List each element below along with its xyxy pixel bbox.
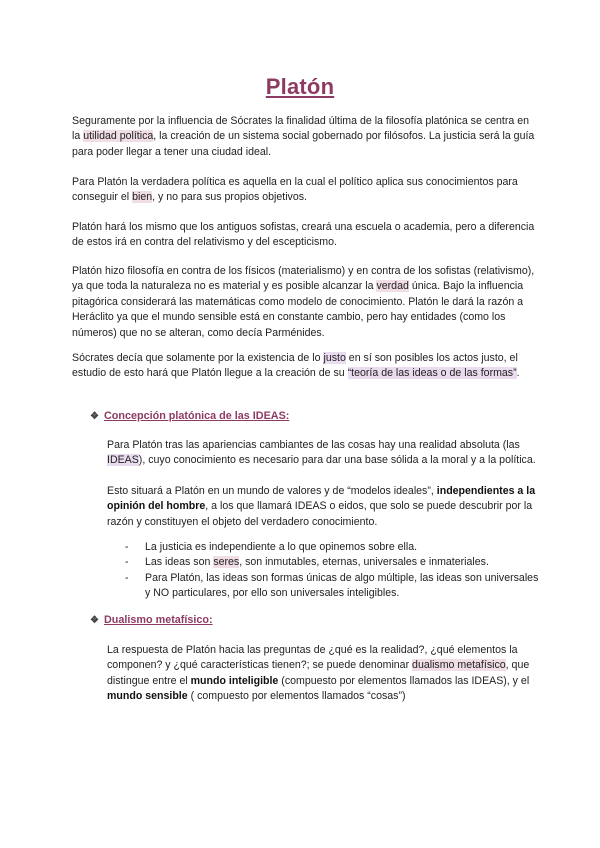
text: Para Platón, las ideas son formas únicas de algo múltiple, las ideas son universales y NO particulares, por ello son universales inteligibles. — [145, 571, 539, 600]
bold-text: mundo inteligible — [190, 674, 279, 687]
text: ( compuesto por elementos llamados “cosas”) — [187, 690, 406, 703]
highlight: IDEAS — [107, 454, 139, 467]
highlight: bien — [132, 191, 153, 204]
heading-text: Concepción platónica de las IDEAS: — [104, 410, 290, 422]
paragraph-3: Platón hará los mismo que los antiguos sofistas, creará una escuela o academia, pero a diferencia de estos irá en contra del relativismo y del escepticismo. — [72, 221, 535, 249]
text: en sí son posibles los actos justo, el estudio de esto hará que Platón llegue a la creación de su — [72, 352, 518, 380]
ideas-paragraph-1 — [107, 438, 539, 469]
text: Para Platón la verdadera política es aquella en la cual el político aplica sus conocimientos para conseguir el — [72, 176, 518, 204]
paragraph-2 — [72, 175, 538, 206]
paragraph-5 — [72, 351, 538, 382]
highlight: utilidad política — [83, 130, 154, 143]
text: , son inmutables, eternas, universales e inmateriales. — [239, 556, 489, 569]
text: Seguramente por la influencia de Sócrates la finalidad última de la filosofía platónica se centra en la — [72, 115, 529, 143]
ideas-paragraph-2 — [107, 484, 539, 530]
highlight: verdad — [376, 280, 409, 293]
highlight: dualismo metafísico — [412, 659, 506, 672]
paragraph-1 — [72, 114, 538, 160]
text: Sócrates decía que solamente por la existencia de lo — [72, 352, 324, 364]
diamond-bullet-icon: ❖ — [90, 615, 99, 626]
heading-text: Dualismo metafísico: — [104, 614, 213, 626]
text: La respuesta de Platón hacia las preguntas de ¿qué es la realidad?, ¿qué elementos la componen? y ¿qué características tienen?; se puede denominar — [107, 644, 518, 672]
text: Platón hizo filosofía en contra de los físicos (materialismo) y en contra de los sofistas (relativismo), ya que toda la naturaleza no es material y es posible alcanzar la — [72, 265, 535, 293]
section-heading-dualism — [90, 614, 213, 626]
highlight: seres — [213, 556, 240, 569]
ideas-list — [125, 540, 539, 602]
text: ), cuyo conocimiento es necesario para dar una base sólida a la moral y a la política. — [138, 454, 536, 467]
dualism-paragraph — [107, 643, 539, 705]
list-item — [125, 540, 539, 555]
bold-text: mundo sensible — [107, 690, 188, 703]
highlight: justo — [323, 352, 346, 364]
page-title: Platón — [265, 74, 335, 99]
text: (compuesto por elementos llamados las IDEAS), y el — [278, 674, 530, 687]
text: , que distingue entre el — [107, 659, 530, 687]
highlight: “teoría de las ideas o de las formas” — [347, 367, 517, 380]
text: Esto situará a Platón en un mundo de valores y de “modelos ideales”, — [107, 485, 437, 497]
text: Las ideas son — [145, 556, 214, 569]
list-item — [125, 571, 539, 602]
text: , a los que llamará IDEAS o eidos, que solo se puede descubrir por la razón y constituyen el objeto del verdadero conocimiento. — [107, 500, 533, 528]
bold-text: independientes a la opinión del hombre — [107, 485, 536, 513]
list-item — [125, 555, 539, 570]
diamond-bullet-icon: ❖ — [90, 411, 99, 422]
text: La justicia es independiente a lo que opinemos sobre ella. — [145, 541, 418, 553]
text: Para Platón tras las apariencias cambiantes de las cosas hay una realidad absoluta (las — [107, 439, 520, 451]
section-heading-ideas — [90, 410, 289, 422]
paragraph-4 — [72, 264, 538, 341]
text: , la creación de un sistema social gobernado por filósofos. La justicia será la guía para poder llegar a tener una ciudad ideal. — [72, 130, 535, 158]
text: . — [516, 367, 520, 380]
text: , y no para sus propios objetivos. — [152, 191, 307, 204]
text: única. Bajo la influencia pitagórica considerará las matemáticas como modelo de conocimiento. Platón le dará la razón a Heráclito ya que el mundo sensible está en constante cambio, pero hay entidades (como los números) que no se alteran, como decía Parménides. — [72, 280, 524, 339]
